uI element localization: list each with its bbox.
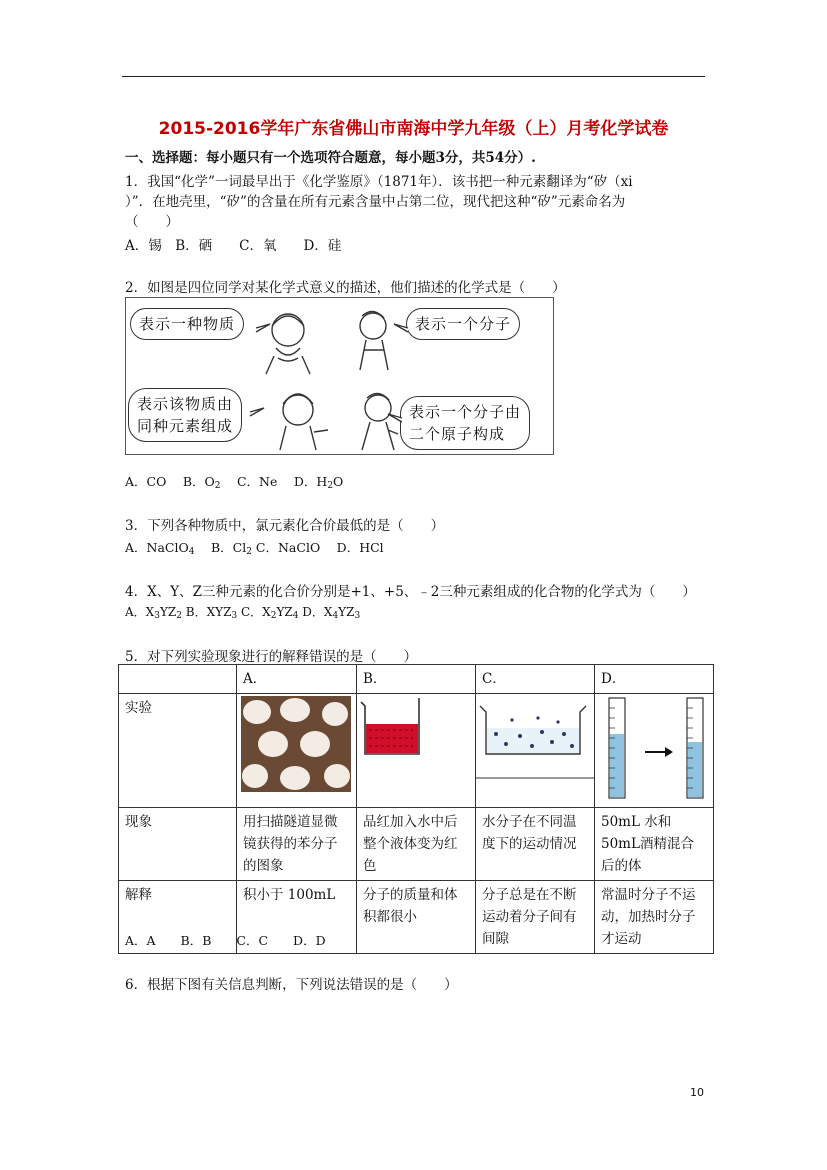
section-heading: 一、选择题：每小题只有一个选项符合题意，每小题3分，共54分）.: [125, 150, 536, 166]
q4-stem: 4．X、Y、Z三种元素的化合价分别是+1、+5、﹣2三种元素组成的化合物的化学式为（ ）: [125, 584, 696, 600]
q3-option-d: D．HCl: [336, 540, 384, 555]
q2-option-b: B．$O_2$: [182, 474, 221, 491]
q1-line2: ）”．在地壳里，“矽”的含量在所有元素含量中占第二位，现代把这种“矽”元素命名为: [125, 194, 626, 210]
q5-expl-d: 常温时分子不运动，加热时分子才运动: [595, 881, 714, 954]
q5-image-b: [357, 694, 476, 808]
q5-head-a: A．: [237, 665, 357, 694]
bubble-4-line2: 二个原子构成: [409, 425, 506, 443]
benzene-stm-image: [237, 694, 355, 800]
q4-option-c: C．$X_2YZ_4$: [240, 605, 299, 621]
q4-option-a: A．$X_3YZ_2$: [125, 605, 182, 621]
graduated-cylinders-image: [595, 694, 713, 800]
bubble-4-line1: 表示一个分子由: [409, 403, 522, 421]
page-title: 2015-2016学年广东省佛山市南海中学九年级（上）月考化学试卷: [158, 119, 669, 139]
q5-head-b: B．: [357, 665, 476, 694]
q1-line3: （ ）: [125, 214, 179, 230]
q2-options: [125, 472, 343, 490]
students-illustration: [126, 298, 553, 454]
bubble-3-line2: 同种元素组成: [137, 417, 234, 435]
bubble-3-line1: 表示该物质由: [137, 395, 234, 413]
q5-table: [118, 664, 714, 954]
q2-option-a: A．CO: [125, 474, 167, 489]
q2-option-c: C．Ne: [236, 474, 278, 489]
q5-experiment-row: [119, 694, 714, 808]
q5-phen-b: 品红加入水中后整个液体变为红色: [357, 808, 476, 881]
header-rule: [122, 76, 705, 77]
q4-option-d: D．$X_4YZ_3$: [302, 605, 361, 621]
q5-row-label-phenomenon: 现象: [119, 808, 237, 881]
q3-option-c: C．NaClO: [255, 540, 321, 555]
q5-phen-c: 水分子在不同温度下的运动情况: [476, 808, 595, 881]
q5-header-row: [119, 665, 714, 694]
q1-line1: 1．我国“化学”一词最早出于《化学鉴原》（1871年）．该书把一种元素翻译为“矽（xi: [125, 174, 633, 190]
q5-expl-b: 分子的质量和体积都很小: [357, 881, 476, 954]
bubble-2: 表示一个分子: [406, 308, 520, 340]
q5-options: A．A B．B C．C D．D: [125, 933, 326, 948]
q5-row-label-experiment: 实验: [119, 694, 237, 808]
bubble-1: 表示一种物质: [130, 308, 244, 340]
water-molecules-image: [476, 694, 594, 800]
q3-option-a: A．NaClO$_4$: [125, 540, 195, 557]
q3-stem: 3．下列各种物质中，氯元素化合价最低的是（ ）: [125, 518, 445, 534]
q3-options: [125, 538, 384, 556]
q5-phenomenon-row: [119, 808, 714, 881]
q5-head-d: D．: [595, 665, 714, 694]
q5-stem: 5．对下列实验现象进行的解释错误的是（ ）: [125, 649, 418, 665]
q2-option-d: D．$H_2O$: [293, 474, 344, 491]
q2-figure: [125, 297, 554, 455]
q5-expl-a: 积小于 100mL: [237, 881, 357, 954]
q5-image-c: [476, 694, 595, 808]
q5-phen-d: 50mL 水和 50mL酒精混合后的体: [595, 808, 714, 881]
beaker-red-image: [357, 694, 475, 800]
q1-options: A．锡 B．硒 C．氧 D．硅: [125, 238, 342, 254]
q2-stem: 2．如图是四位同学对某化学式意义的描述，他们描述的化学式是（ ）: [125, 280, 566, 296]
q5-expl-c: 分子总是在不断运动着分子间有间隙: [476, 881, 595, 954]
q3-option-b: B．$Cl_2$: [210, 540, 252, 557]
q5-head-blank: [119, 665, 237, 694]
q4-option-b: B．$XYZ_3$: [185, 605, 238, 621]
q5-row-label-explanation: 解释: [119, 881, 237, 954]
q5-phen-a: 用扫描隧道显微镜获得的苯分子的图象: [237, 808, 357, 881]
q5-head-c: C．: [476, 665, 595, 694]
q6-stem: 6．根据下图有关信息判断，下列说法错误的是（ ）: [125, 977, 458, 993]
q5-image-d: [595, 694, 714, 808]
q4-options: [125, 603, 360, 620]
page-number: 10: [690, 1086, 704, 1099]
q5-image-a: [237, 694, 357, 808]
